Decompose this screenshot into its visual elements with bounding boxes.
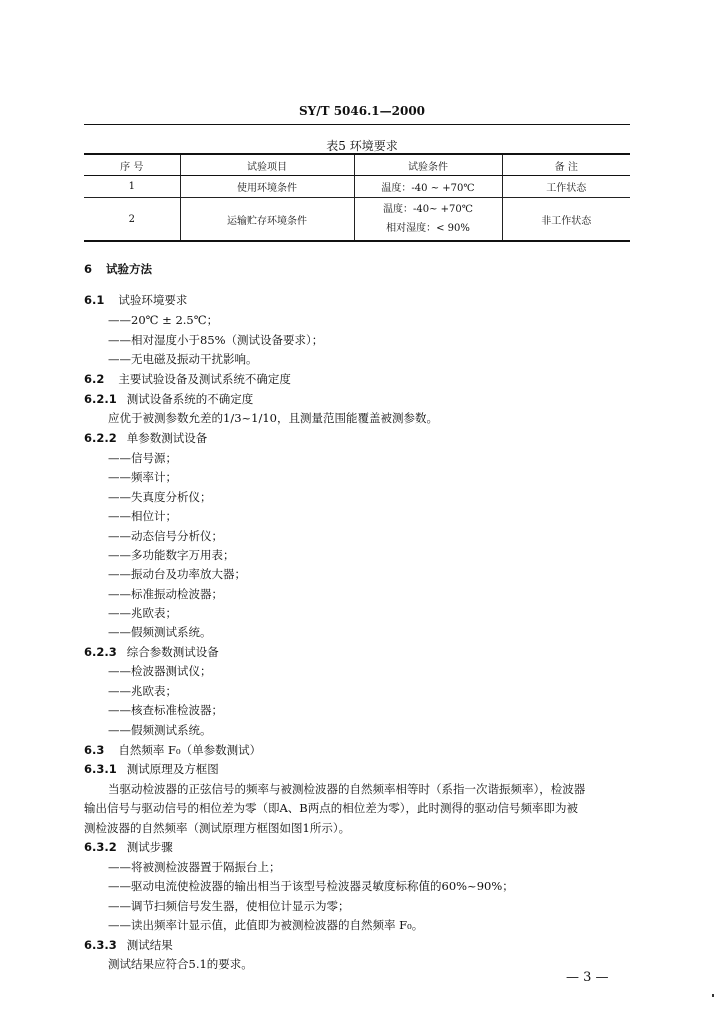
paragraph-line: 应优于被测参数允差的1/3~1/10，且测量范围能覆盖被测参数。 [108,411,438,425]
clause-heading [84,761,219,777]
paragraph-line: ——标准振动检波器； [108,587,223,601]
page-number: — 3 — [566,970,609,985]
clause-title: 测试设备系统的不确定度 [126,392,254,406]
clause-heading [84,742,261,758]
cell-remark: 工作状态 [502,176,630,198]
paragraph-line: ——动态信号分析仪； [108,529,223,543]
paragraph-line: 测试结果应符合5.1的要求。 [108,957,253,971]
column-header-conditions: 试验条件 [354,154,502,176]
paragraph-line: ——驱动电流使检波器的输出相当于该型号检波器灵敏度标称值的60%~90%； [108,879,514,893]
paragraph-line: ——20℃ ± 2.5℃； [108,313,219,327]
paragraph-line: ——失真度分析仪； [108,490,212,504]
clause-number: 6.2.2 [84,431,117,445]
cell-no: 1 [84,176,180,198]
table-caption: 表5 环境要求 [326,139,398,153]
paragraph-line: ——核查标准检波器； [108,703,223,717]
clause-number: 6.3.2 [84,840,117,854]
paragraph-line: ——相对湿度小于85%（测试设备要求）； [108,333,324,347]
cell-conditions: 温度：-40 ~ +70℃ [354,176,502,198]
clause-title: 试验环境要求 [118,293,188,307]
clause-title: 单参数测试设备 [126,431,208,445]
cell-no: 2 [84,198,180,242]
paragraph-line: ——兆欧表； [108,684,177,698]
condition-line: 温度：-40~ +70℃ [383,204,473,215]
cell-remark: 非工作状态 [502,198,630,242]
clause-number: 6.3 [84,743,105,757]
clause-heading [84,391,253,407]
paragraph-line: 测检波器的自然频率（测试原理方框图如图1所示）。 [84,821,351,835]
clause-title: 试验方法 [106,262,153,276]
paragraph-line: ——检波器测试仪； [108,664,212,678]
document-header: SY/T 5046.1—2000 [298,104,426,118]
paragraph-line: 当驱动检波器的正弦信号的频率与被测检波器的自然频率相等时（系指一次谐振频率），检波器 [108,782,586,796]
paragraph-line: ——兆欧表； [108,606,177,620]
header-rule [84,124,630,125]
clause-number: 6.2.1 [84,392,117,406]
clause-title: 测试结果 [126,938,173,952]
table-row [84,176,630,198]
clause-number: 6.3.1 [84,762,117,776]
paragraph-line: ——无电磁及振动干扰影响。 [108,352,258,366]
column-header-remark: 备 注 [502,154,630,176]
clause-title: 测试原理及方框图 [126,762,219,776]
paragraph-line: ——读出频率计显示值，此值即为被测检波器的自然频率 F₀。 [108,918,424,932]
clause-heading [84,371,291,387]
paragraph-line: ——调节扫频信号发生器，使相位计显示为零； [108,899,350,913]
table-row [84,198,630,242]
environment-requirements-table [84,153,630,242]
column-header-item: 试验项目 [180,154,354,176]
section-heading [84,261,152,277]
clause-heading [84,644,219,660]
clause-number: 6.2 [84,372,105,386]
cell-conditions [354,198,502,242]
clause-title: 综合参数测试设备 [126,645,219,659]
clause-heading [84,937,173,953]
paragraph-line: ——振动台及功率放大器； [108,567,246,581]
clause-number: 6.2.3 [84,645,117,659]
clause-number: 6.1 [84,293,105,307]
condition-line: 相对湿度：< 90% [386,223,470,234]
paragraph-line: ——假频测试系统。 [108,625,212,639]
paragraph-line: ——频率计； [108,470,177,484]
paragraph-line: 输出信号与驱动信号的相位差为零（即A、B两点的相位差为零），此时测得的驱动信号频率即为被 [84,801,579,815]
clause-title: 主要试验设备及测试系统不确定度 [118,372,291,386]
paragraph-line: ——假频测试系统。 [108,723,212,737]
column-header-no: 序 号 [84,154,180,176]
clause-heading [84,839,173,855]
clause-heading [84,292,187,308]
paragraph-line: ——信号源； [108,451,177,465]
scan-mark [712,994,714,997]
table-header-row [84,154,630,176]
clause-number: 6.3.3 [84,938,117,952]
paragraph-line: ——相位计； [108,509,177,523]
clause-number: 6 [84,262,93,276]
clause-heading [84,430,207,446]
paragraph-line: ——多功能数字万用表； [108,548,235,562]
paragraph-line: ——将被测检波器置于隔振台上； [108,860,281,874]
cell-item: 使用环境条件 [180,176,354,198]
clause-title: 测试步骤 [126,840,173,854]
cell-item: 运输贮存环境条件 [180,198,354,242]
clause-title: 自然频率 F₀（单参数测试） [118,743,262,757]
